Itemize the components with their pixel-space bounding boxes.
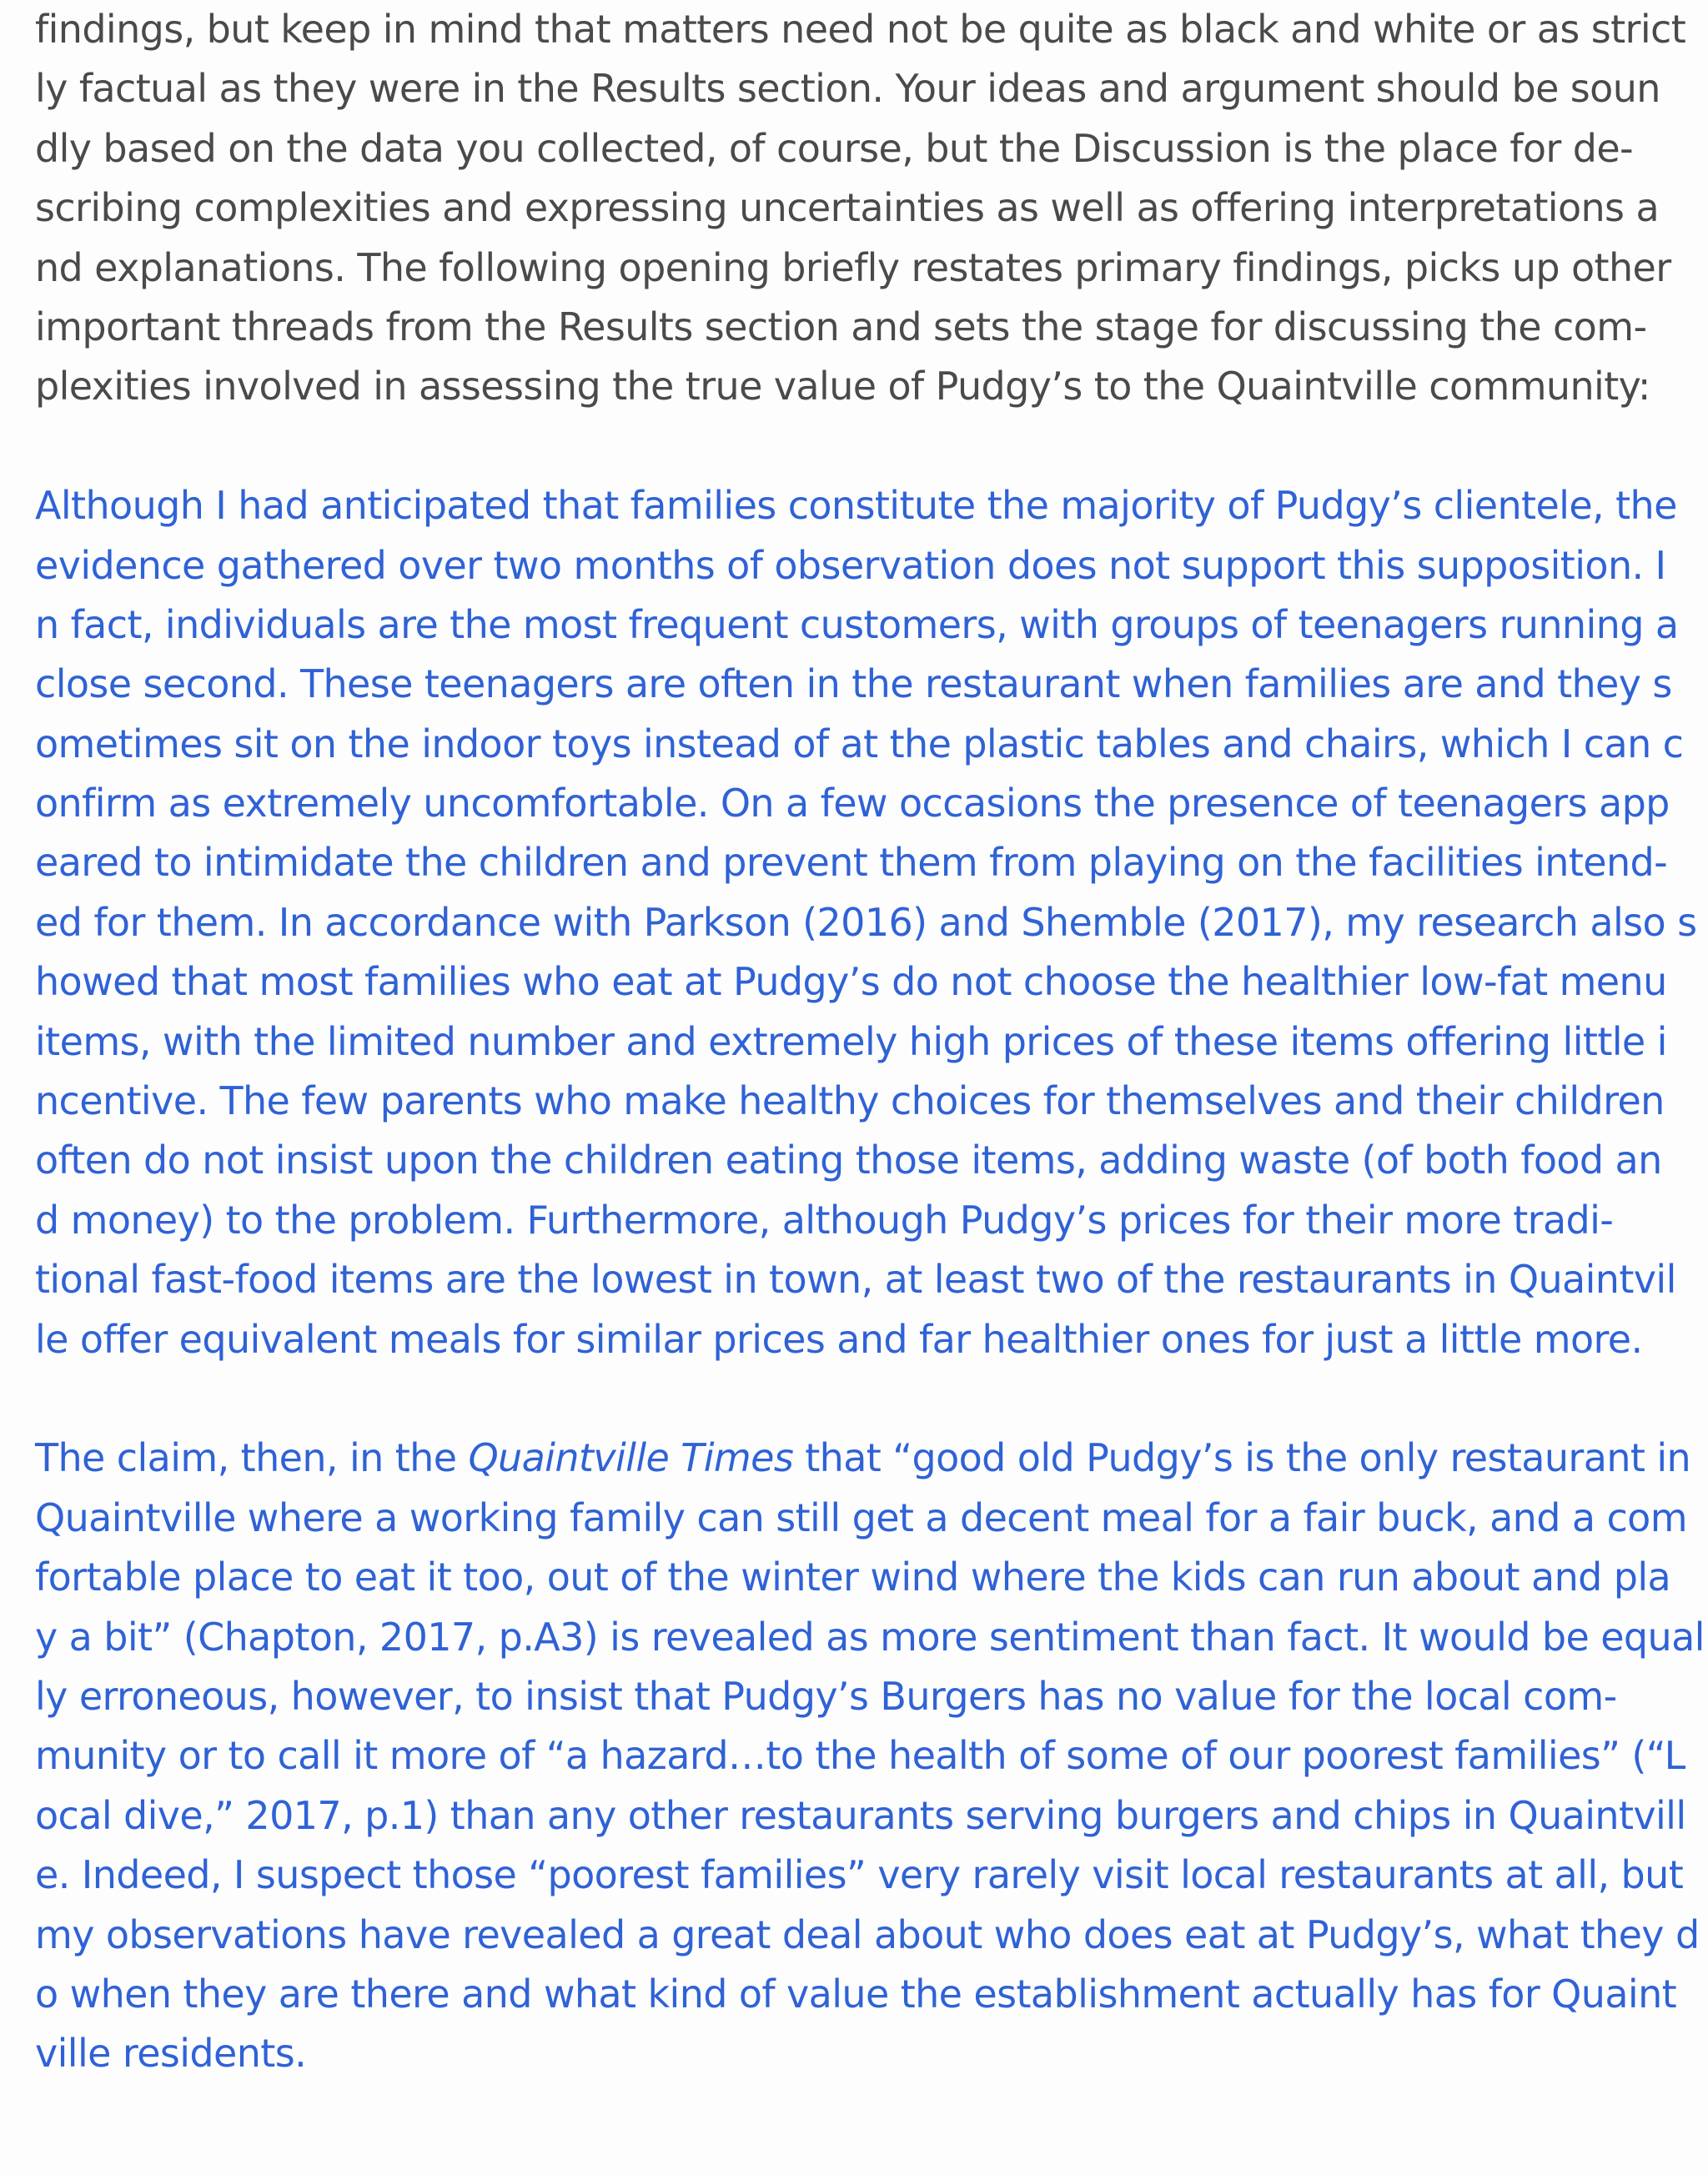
example-line: close second. These teenagers are often in the restaurant when families are and they s [35, 661, 1672, 707]
example-line: munity or to call it more of “a hazard…to the health of some of our poorest families” (“L [35, 1733, 1685, 1779]
intro-line: scribing complexities and expressing uncertainties as well as offering interpretations a [35, 185, 1660, 231]
example-line: d money) to the problem. Furthermore, although Pudgy’s prices for their more tradi- [35, 1197, 1614, 1243]
example-paragraph-1 [35, 476, 1697, 1369]
intro-paragraph [35, 0, 1686, 417]
example-line: onfirm as extremely uncomfortable. On a few occasions the presence of teenagers app [35, 781, 1670, 826]
example-line: ocal dive,” 2017, p.1) than any other restaurants serving burgers and chips in Quaintvill [35, 1792, 1686, 1838]
intro-line: important threads from the Results section and sets the stage for discussing the com- [35, 304, 1647, 349]
example-line-with-citation [35, 1429, 1691, 1488]
example-line: ly erroneous, however, to insist that Pudgy’s Burgers has no value for the local com- [35, 1673, 1617, 1719]
paragraph-spacer [35, 417, 1675, 476]
example-line-end: that “good old Pudgy’s is the only restaurant in [793, 1435, 1691, 1481]
example-line: o when they are there and what kind of value the establishment actually has for Quaint [35, 1971, 1677, 2017]
example-line: ed for them. In accordance with Parkson (2016) and Shemble (2017), my research also s [35, 899, 1697, 945]
example-line: Quaintville where a working family can still get a decent meal for a fair buck, and a com [35, 1494, 1687, 1540]
intro-line: plexities involved in assessing the true value of Pudgy’s to the Quaintville community: [35, 364, 1650, 409]
example-line: evidence gathered over two months of observation does not support this supposition. I [35, 542, 1666, 588]
example-line: items, with the limited number and extremely high prices of these items offering little i [35, 1018, 1667, 1064]
example-line: howed that most families who eat at Pudgy’s do not choose the healthier low-fat menu [35, 959, 1667, 1005]
newspaper-title: Quaintville Times [468, 1435, 794, 1481]
example-line: often do not insist upon the children eating those items, adding waste (of both food an [35, 1138, 1662, 1183]
example-line: tional fast-food items are the lowest in town, at least two of the restaurants in Quaintvil [35, 1257, 1676, 1303]
example-paragraph-2 [35, 1429, 1705, 2083]
example-line: eared to intimidate the children and prevent them from playing on the facilities intend- [35, 840, 1668, 886]
example-line: ville residents. [35, 2031, 307, 2077]
paragraph-spacer [35, 1369, 1675, 1429]
example-line: le offer equivalent meals for similar prices and far healthier ones for just a little more. [35, 1316, 1643, 1362]
example-line: Although I had anticipated that families constitute the majority of Pudgy’s clientele, the [35, 483, 1677, 529]
intro-line: nd explanations. The following opening briefly restates primary findings, picks up other [35, 244, 1671, 290]
example-line: ometimes sit on the indoor toys instead of at the plastic tables and chairs, which I can c [35, 721, 1684, 766]
example-line: my observations have revealed a great deal about who does eat at Pudgy’s, what they d [35, 1911, 1700, 1957]
example-line: n fact, individuals are the most frequent customers, with groups of teenagers running a [35, 601, 1679, 647]
example-line-start: The claim, then, in the [35, 1435, 469, 1481]
intro-line: dly based on the data you collected, of course, but the Discussion is the place for de- [35, 125, 1634, 171]
example-line: y a bit” (Chapton, 2017, p.A3) is revealed as more sentiment than fact. It would be equal [35, 1614, 1705, 1660]
example-line: e. Indeed, I suspect those “poorest families” very rarely visit local restaurants at all, but [35, 1852, 1684, 1898]
example-line: ncentive. The few parents who make healthy choices for themselves and their children [35, 1078, 1665, 1124]
intro-line: findings, but keep in mind that matters need not be quite as black and white or as strict [35, 7, 1686, 52]
example-line: fortable place to eat it too, out of the winter wind where the kids can run about and pla [35, 1555, 1671, 1600]
intro-line: ly factual as they were in the Results section. Your ideas and argument should be soun [35, 66, 1660, 112]
